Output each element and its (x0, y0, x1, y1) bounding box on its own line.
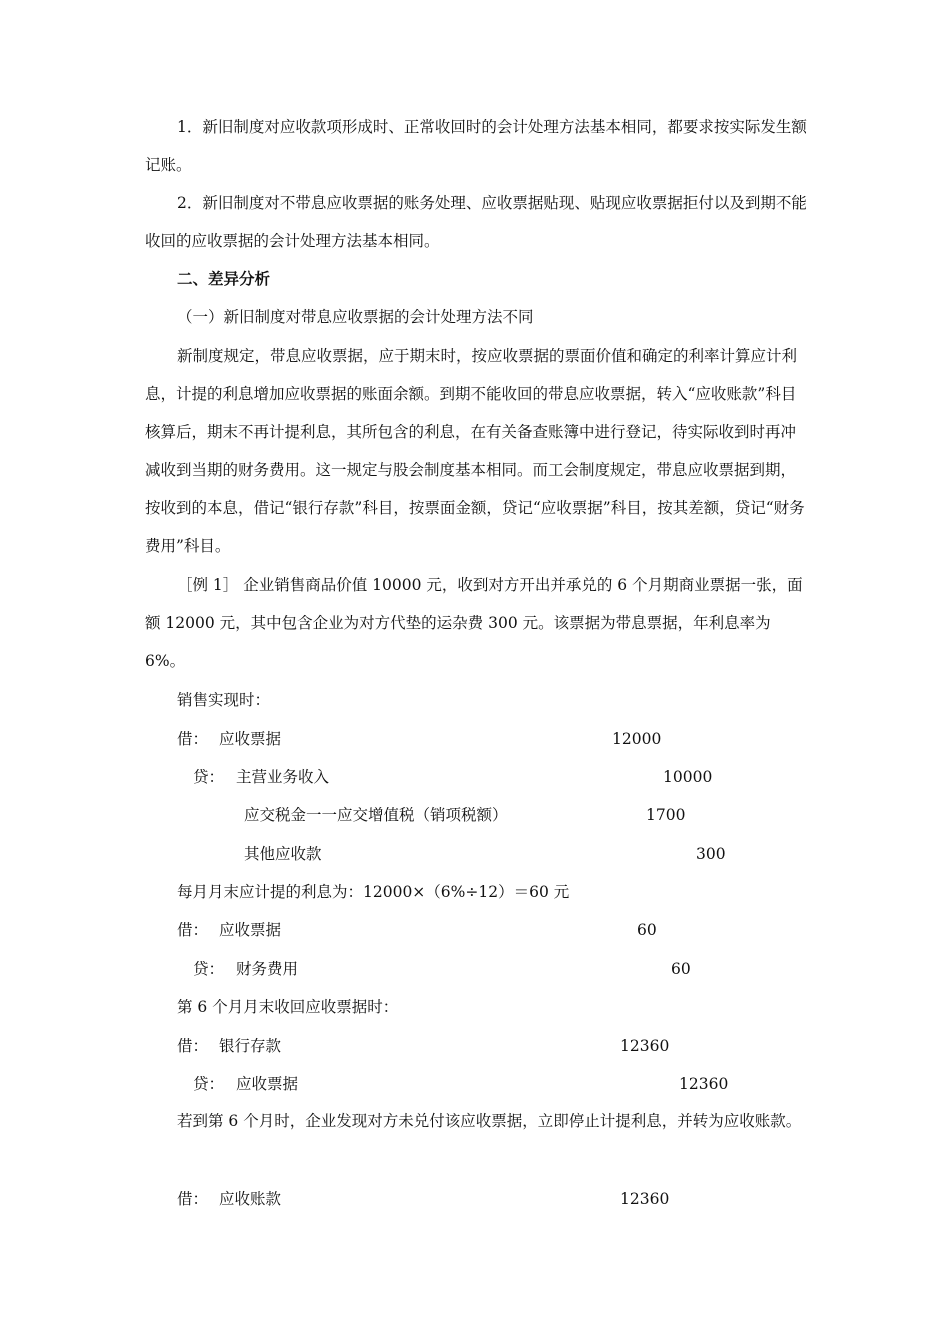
entry-account: 应交税金一一应交增值税（销项税额） (244, 806, 508, 824)
paragraph-example-1: ［例 1］ 企业销售商品价值 10000 元，收到对方开出并承兑的 6 个月期商业票据一张，面额 12000 元，其中包含企业为对方代垫的运杂费 300 元。该票据为带息票据，年利息率为 6%。 (145, 576, 803, 670)
paragraph-monthly-interest: 每月月末应计提的利息为：12000×（6%÷12）＝60 元 (177, 883, 570, 901)
entry-account: 应收票据 (236, 1075, 299, 1093)
entry-label-debit: 借： (177, 1190, 209, 1208)
entry-account: 应收票据 (219, 730, 282, 748)
entry-label-credit: 贷： (193, 960, 225, 978)
entry-account: 财务费用 (236, 960, 299, 978)
subsection-heading-1: （一）新旧制度对带息应收票据的会计处理方法不同 (177, 308, 534, 326)
entry-amount: 12000 (612, 730, 662, 748)
entry-amount: 12360 (620, 1037, 670, 1055)
paragraph-2: 2．新旧制度对不带息应收票据的账务处理、应收票据贴现、贴现应收票据拒付以及到期不能收回的应收票据的会计处理方法基本相同。 (145, 194, 807, 250)
entry-account: 主营业务收入 (236, 768, 330, 786)
entry-amount: 10000 (663, 768, 713, 786)
entry-account: 银行存款 (219, 1037, 282, 1055)
entry-account: 应收账款 (219, 1190, 282, 1208)
entry-label-debit: 借： (177, 1037, 209, 1055)
paragraph-sale-realized: 销售实现时： (177, 691, 271, 709)
section-heading-differences: 二、差异分析 (177, 270, 271, 288)
entry-amount: 60 (637, 921, 657, 939)
entry-label-debit: 借： (177, 730, 209, 748)
entry-amount: 60 (671, 960, 691, 978)
entry-label-debit: 借： (177, 921, 209, 939)
entry-amount: 1700 (646, 806, 686, 824)
entry-label-credit: 贷： (193, 768, 225, 786)
entry-label-credit: 贷： (193, 1075, 225, 1093)
paragraph-new-system-rules: 新制度规定，带息应收票据，应于期末时，按应收票据的票面价值和确定的利率计算应计利息，计提的利息增加应收票据的账面余额。到期不能收回的带息应收票据，转入“应收账款”科目核算后，期末不再计提利息，其所包含的利息，在有关备查账簿中进行登记，待实际收到时再冲减收到当期的财务费用。这一规定与股会制度基本相同。而工会制度规定，带息应收票据到期，按收到的本息，借记“银行存款”科目，按票面金额，贷记“应收票据”科目，按其差额，贷记“财务费用”科目。 (145, 347, 805, 555)
entry-amount: 12360 (679, 1075, 729, 1093)
entry-amount: 300 (696, 845, 726, 863)
paragraph-month6-collection: 第 6 个月月末收回应收票据时： (177, 998, 399, 1016)
paragraph-default-case: 若到第 6 个月时，企业发现对方未兑付该应收票据，立即停止计提利息，并转为应收账款。 (177, 1112, 802, 1130)
paragraph-1: 1．新旧制度对应收款项形成时、正常收回时的会计处理方法基本相同，都要求按实际发生额记账。 (145, 118, 807, 174)
entry-amount: 12360 (620, 1190, 670, 1208)
entry-account: 其他应收款 (244, 845, 322, 863)
entry-account: 应收票据 (219, 921, 282, 939)
